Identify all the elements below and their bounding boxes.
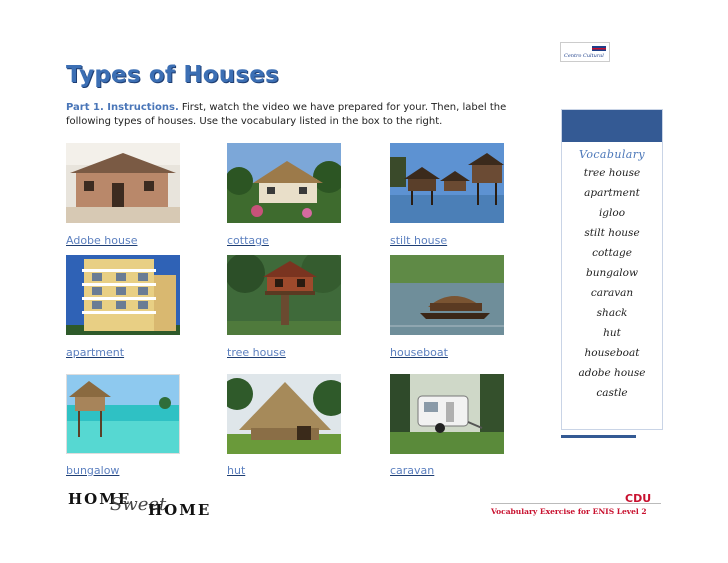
vocab-item: cottage: [592, 247, 632, 259]
stilt-house-photo: [390, 143, 504, 223]
apartment-photo: [66, 255, 180, 335]
vocabulary-header-bar: [562, 110, 662, 142]
photo-label-6: houseboat: [390, 346, 448, 359]
cottage-photo: [227, 143, 341, 223]
footer-note: Vocabulary Exercise for ENIS Level 2: [491, 507, 647, 516]
vocabulary-title: Vocabulary: [579, 148, 645, 161]
vocab-item: tree house: [583, 167, 641, 179]
vocab-item: shack: [596, 307, 628, 319]
sweet-word: Sweet: [110, 494, 167, 515]
home-word-1: HOME: [68, 490, 132, 508]
adobe-house-photo: [66, 143, 180, 223]
page-title: Types of Houses: [66, 62, 279, 88]
flag-stripe-icon: [592, 46, 606, 51]
photo-label-5: tree house: [227, 346, 286, 359]
photo-label-4: apartment: [66, 346, 125, 359]
vocab-item: stilt house: [584, 227, 640, 239]
vocabulary-box: [561, 109, 663, 430]
vocab-item: castle: [596, 387, 628, 399]
vocab-item: hut: [603, 327, 621, 339]
photo-label-3: stilt house: [390, 234, 448, 247]
instructions-text: First, watch the video we have prepared for your. Then, label the following types of houses. Use the vocabulary listed in the box to the right.: [66, 102, 507, 127]
bungalow-photo: [66, 374, 180, 454]
caravan-photo: [390, 374, 504, 454]
photo-label-1: Adobe house: [66, 234, 138, 247]
photo-label-7: bungalow: [66, 464, 120, 477]
cdu-logo: CDU: [625, 492, 652, 505]
photo-label-9: caravan: [390, 464, 435, 477]
vocab-item: igloo: [598, 207, 626, 219]
vocab-item: apartment: [584, 187, 640, 199]
home-sweet-home-logo: [68, 490, 238, 520]
home-word-2: HOME: [148, 501, 212, 519]
photo-label-8: hut: [227, 464, 246, 477]
instructions-lead: Part 1. Instructions.: [66, 102, 179, 113]
photo-label-2: cottage: [227, 234, 269, 247]
vocab-item: adobe house: [578, 367, 646, 379]
instructions: [66, 101, 551, 129]
vocab-item: caravan: [590, 287, 634, 299]
tree-house-photo: [227, 255, 341, 335]
vocab-item: houseboat: [584, 347, 640, 359]
vocabulary-list: [562, 167, 662, 407]
vocab-item: bungalow: [586, 267, 638, 279]
hut-photo: [227, 374, 341, 454]
houseboat-photo: [390, 255, 504, 335]
centro-cultural-logo: [560, 42, 610, 62]
logo-text: Centro Cultural: [564, 53, 604, 59]
vocabulary-underline-bar: [561, 435, 636, 438]
